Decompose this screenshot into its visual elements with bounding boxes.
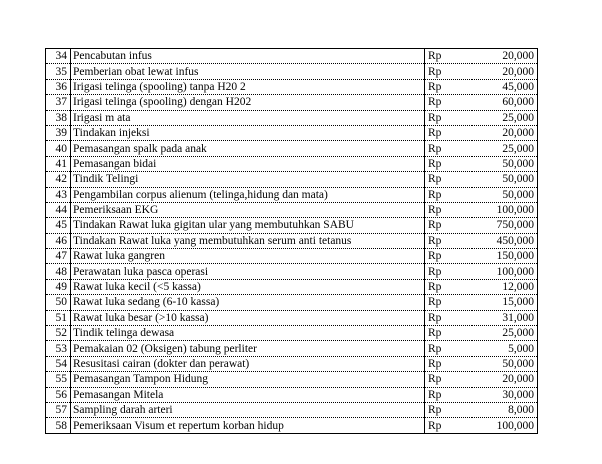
row-description: Tindakan injeksi: [71, 125, 425, 140]
row-number: 34: [46, 49, 71, 64]
row-currency: Rp: [425, 279, 473, 294]
table-row: [46, 95, 538, 110]
row-currency: Rp: [425, 95, 473, 110]
row-currency: Rp: [425, 264, 473, 279]
row-description: Tindik Telingi: [71, 172, 425, 187]
table-row: [46, 264, 538, 279]
tariff-table: [45, 48, 538, 434]
table-row: [46, 64, 538, 79]
row-amount: 150,000: [472, 249, 538, 264]
row-description: Rawat luka gangren: [71, 249, 425, 264]
row-number: 58: [46, 418, 71, 433]
row-currency: Rp: [425, 402, 473, 417]
row-amount: 15,000: [472, 295, 538, 310]
table-row: [46, 356, 538, 371]
row-description: Rawat luka besar (>10 kassa): [71, 310, 425, 325]
table-row: [46, 233, 538, 248]
row-currency: Rp: [425, 202, 473, 217]
row-number: 45: [46, 218, 71, 233]
row-amount: 50,000: [472, 187, 538, 202]
row-number: 43: [46, 187, 71, 202]
row-description: Pengambilan corpus alienum (telinga,hidung dan mata): [71, 187, 425, 202]
row-amount: 30,000: [472, 387, 538, 402]
row-amount: 25,000: [472, 326, 538, 341]
row-currency: Rp: [425, 326, 473, 341]
row-number: 41: [46, 156, 71, 171]
row-currency: Rp: [425, 125, 473, 140]
row-currency: Rp: [425, 141, 473, 156]
row-amount: 750,000: [472, 218, 538, 233]
row-currency: Rp: [425, 387, 473, 402]
table-row: [46, 79, 538, 94]
tariff-sheet: [45, 48, 538, 434]
row-description: Tindakan Rawat luka yang membutuhkan serum anti tetanus: [71, 233, 425, 248]
row-description: Pemasangan Mitela: [71, 387, 425, 402]
row-number: 38: [46, 110, 71, 125]
row-currency: Rp: [425, 187, 473, 202]
row-currency: Rp: [425, 418, 473, 433]
row-number: 48: [46, 264, 71, 279]
table-row: [46, 172, 538, 187]
table-row: [46, 341, 538, 356]
row-description: Pemasangan spalk pada anak: [71, 141, 425, 156]
row-number: 56: [46, 387, 71, 402]
table-row: [46, 402, 538, 417]
table-row: [46, 125, 538, 140]
row-amount: 12,000: [472, 279, 538, 294]
row-amount: 50,000: [472, 356, 538, 371]
tariff-table-body: [46, 49, 538, 434]
row-description: Pemeriksaan EKG: [71, 202, 425, 217]
row-description: Pencabutan infus: [71, 49, 425, 64]
row-number: 46: [46, 233, 71, 248]
row-amount: 50,000: [472, 156, 538, 171]
row-number: 47: [46, 249, 71, 264]
row-amount: 31,000: [472, 310, 538, 325]
row-number: 35: [46, 64, 71, 79]
row-number: 50: [46, 295, 71, 310]
table-row: [46, 187, 538, 202]
table-row: [46, 326, 538, 341]
row-number: 52: [46, 326, 71, 341]
table-row: [46, 310, 538, 325]
row-number: 44: [46, 202, 71, 217]
table-row: [46, 279, 538, 294]
table-row: [46, 418, 538, 433]
row-description: Rawat luka sedang (6-10 kassa): [71, 295, 425, 310]
table-row: [46, 141, 538, 156]
row-amount: 100,000: [472, 264, 538, 279]
row-amount: 25,000: [472, 110, 538, 125]
row-description: Rawat luka kecil (<5 kassa): [71, 279, 425, 294]
row-amount: 5,000: [472, 341, 538, 356]
row-currency: Rp: [425, 372, 473, 387]
row-currency: Rp: [425, 79, 473, 94]
row-number: 39: [46, 125, 71, 140]
table-row: [46, 202, 538, 217]
table-row: [46, 295, 538, 310]
row-description: Pemeriksaan Visum et repertum korban hidup: [71, 418, 425, 433]
row-currency: Rp: [425, 249, 473, 264]
row-description: Pemberian obat lewat infus: [71, 64, 425, 79]
row-currency: Rp: [425, 295, 473, 310]
row-number: 49: [46, 279, 71, 294]
row-number: 36: [46, 79, 71, 94]
row-currency: Rp: [425, 49, 473, 64]
table-row: [46, 110, 538, 125]
row-description: Resusitasi cairan (dokter dan perawat): [71, 356, 425, 371]
row-currency: Rp: [425, 310, 473, 325]
row-number: 53: [46, 341, 71, 356]
row-currency: Rp: [425, 110, 473, 125]
row-description: Tindakan Rawat luka gigitan ular yang membutuhkan SABU: [71, 218, 425, 233]
table-row: [46, 218, 538, 233]
row-amount: 50,000: [472, 172, 538, 187]
row-amount: 8,000: [472, 402, 538, 417]
row-description: Irigasi m ata: [71, 110, 425, 125]
row-description: Tindik telinga dewasa: [71, 326, 425, 341]
row-amount: 100,000: [472, 202, 538, 217]
row-currency: Rp: [425, 172, 473, 187]
row-number: 57: [46, 402, 71, 417]
row-amount: 25,000: [472, 141, 538, 156]
row-number: 54: [46, 356, 71, 371]
row-description: Pemakaian 02 (Oksigen) tabung perliter: [71, 341, 425, 356]
row-amount: 100,000: [472, 418, 538, 433]
row-description: Pemasangan bidai: [71, 156, 425, 171]
row-amount: 20,000: [472, 49, 538, 64]
row-description: Pemasangan Tampon Hidung: [71, 372, 425, 387]
table-row: [46, 49, 538, 64]
row-description: Irigasi telinga (spooling) tanpa H20 2: [71, 79, 425, 94]
row-number: 37: [46, 95, 71, 110]
row-number: 55: [46, 372, 71, 387]
row-currency: Rp: [425, 341, 473, 356]
table-row: [46, 387, 538, 402]
row-description: Irigasi telinga (spooling) dengan H202: [71, 95, 425, 110]
row-description: Sampling darah arteri: [71, 402, 425, 417]
row-amount: 20,000: [472, 372, 538, 387]
row-amount: 20,000: [472, 125, 538, 140]
row-amount: 45,000: [472, 79, 538, 94]
row-currency: Rp: [425, 356, 473, 371]
row-number: 40: [46, 141, 71, 156]
row-currency: Rp: [425, 156, 473, 171]
row-currency: Rp: [425, 233, 473, 248]
row-amount: 450,000: [472, 233, 538, 248]
table-row: [46, 372, 538, 387]
row-number: 51: [46, 310, 71, 325]
row-amount: 20,000: [472, 64, 538, 79]
table-row: [46, 156, 538, 171]
row-currency: Rp: [425, 64, 473, 79]
table-row: [46, 249, 538, 264]
row-amount: 60,000: [472, 95, 538, 110]
row-number: 42: [46, 172, 71, 187]
row-currency: Rp: [425, 218, 473, 233]
row-description: Perawatan luka pasca operasi: [71, 264, 425, 279]
